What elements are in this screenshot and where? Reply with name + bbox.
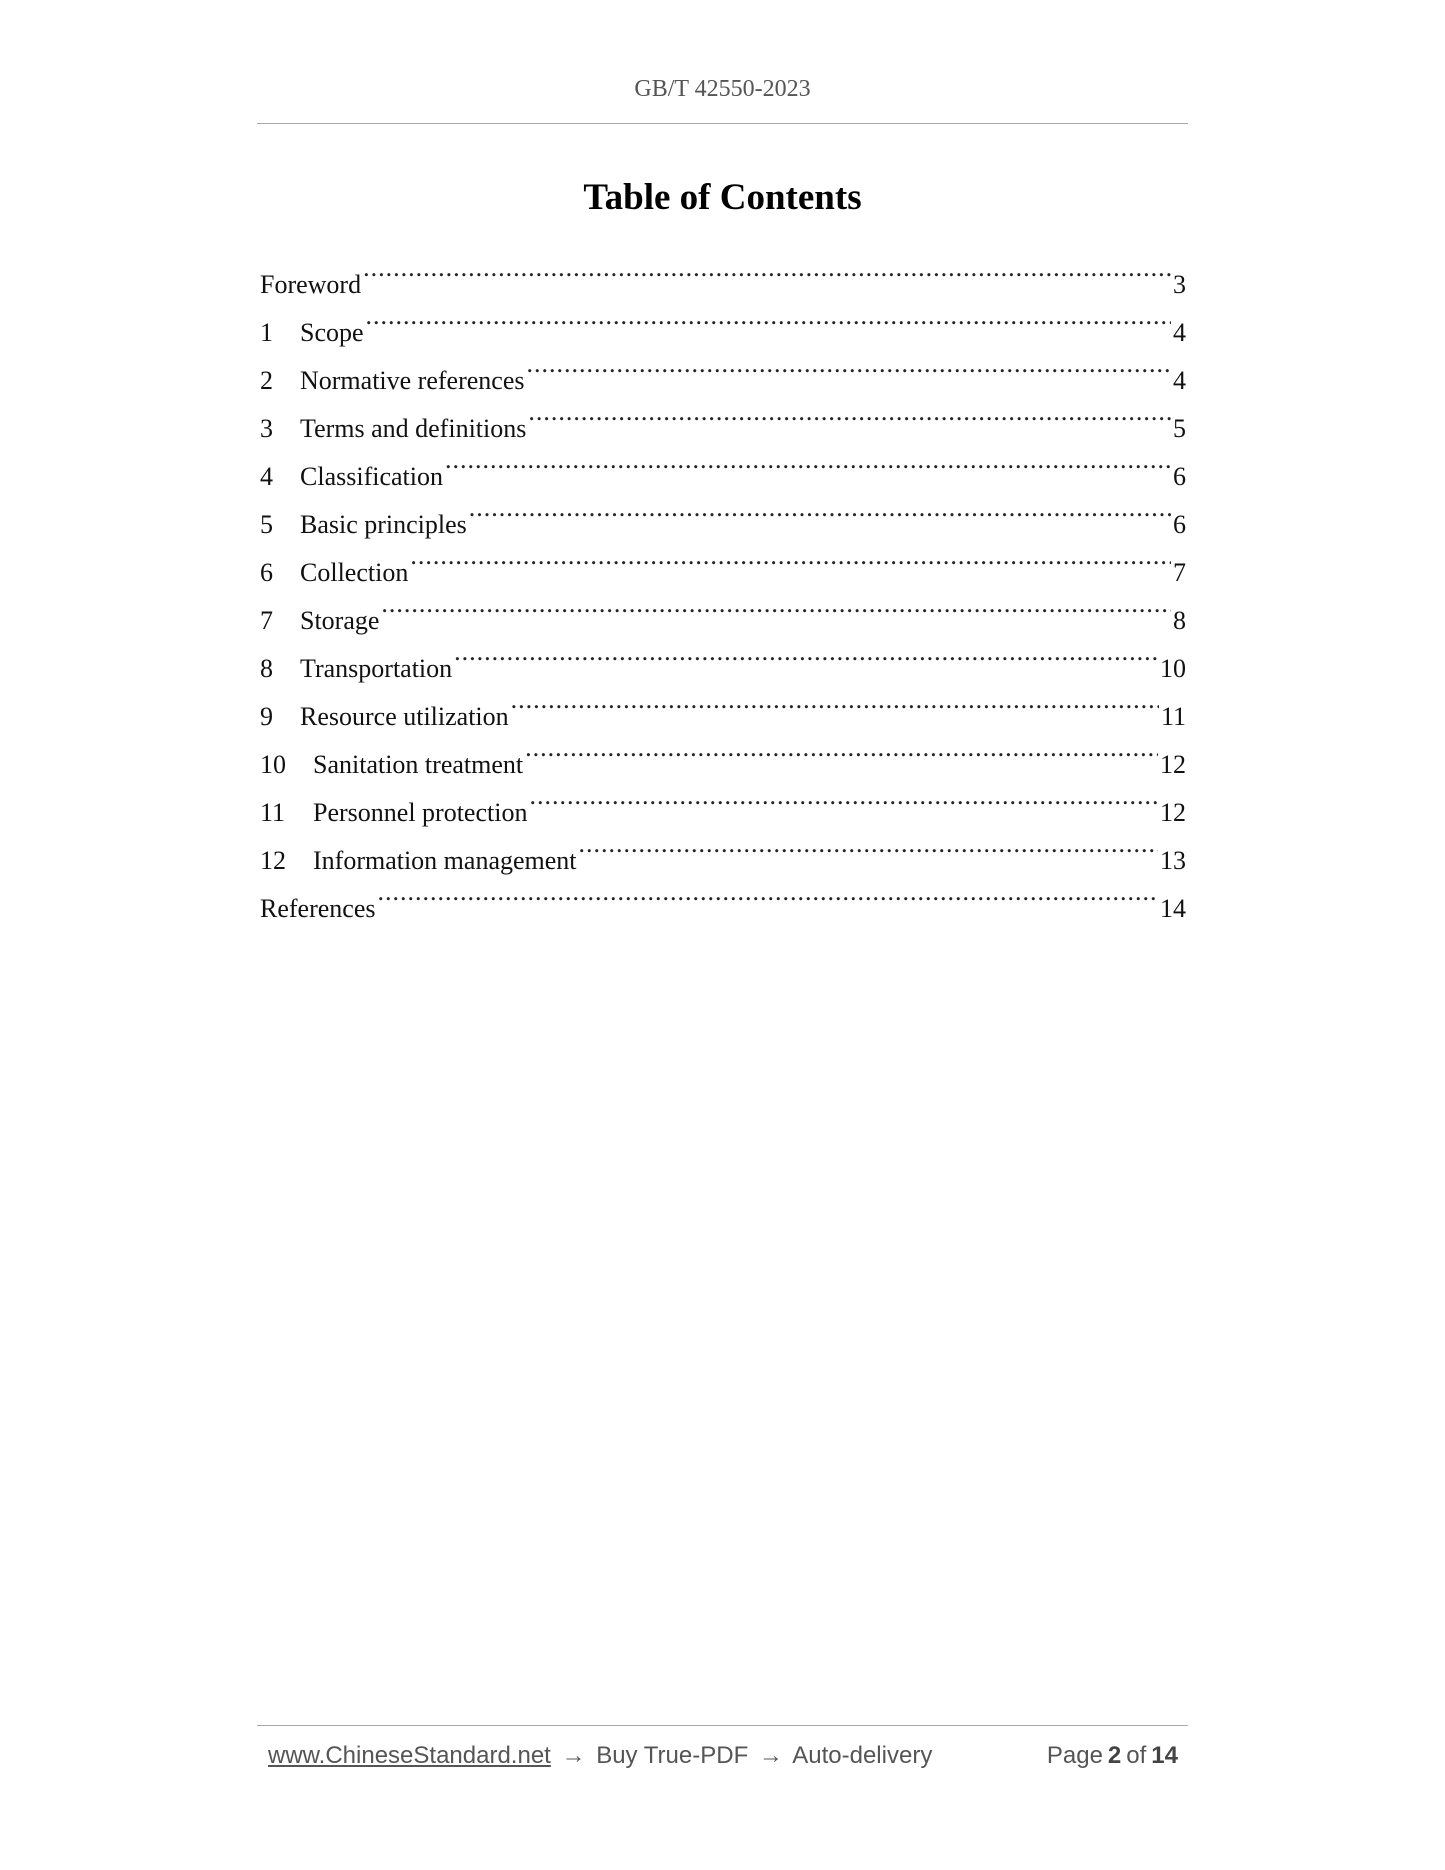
toc-list bbox=[260, 245, 1186, 923]
toc-entry-text: Storage bbox=[300, 606, 380, 635]
footer bbox=[268, 1742, 1178, 1770]
toc-entry-foreword[interactable] bbox=[260, 245, 1186, 299]
toc-dot-leader bbox=[526, 341, 1171, 389]
header-divider bbox=[257, 123, 1188, 124]
toc-dot-leader bbox=[529, 773, 1158, 821]
toc-entry-number: 4 bbox=[260, 462, 273, 491]
toc-entry-text: Sanitation treatment bbox=[313, 750, 524, 779]
toc-entry-page: 13 bbox=[1160, 846, 1186, 875]
page-title: Table of Contents bbox=[583, 177, 862, 218]
page-total: 14 bbox=[1151, 1742, 1178, 1769]
toc-entry-page: 7 bbox=[1173, 558, 1186, 587]
toc-entry-text: Scope bbox=[300, 318, 364, 347]
buy-true-pdf-text: Buy True-PDF bbox=[596, 1742, 749, 1769]
toc-entry-text: Terms and definitions bbox=[300, 414, 527, 443]
toc-dot-leader bbox=[377, 869, 1158, 917]
toc-entry-text: Collection bbox=[300, 558, 409, 587]
page-indicator bbox=[1042, 1742, 1178, 1770]
toc-dot-leader bbox=[381, 581, 1171, 629]
toc-entry-transportation[interactable] bbox=[260, 629, 1186, 683]
toc-entry-number: 1 bbox=[260, 318, 273, 347]
toc-entry-page: 12 bbox=[1160, 798, 1186, 827]
toc-entry-page: 8 bbox=[1173, 606, 1186, 635]
page-current: 2 bbox=[1107, 1742, 1122, 1769]
toc-entry-text: Normative references bbox=[300, 366, 525, 395]
toc-entry-number: 10 bbox=[260, 750, 286, 779]
page-label: Page bbox=[1046, 1742, 1103, 1769]
toc-entry-text: Basic principles bbox=[300, 510, 467, 539]
toc-entry-page: 4 bbox=[1173, 366, 1186, 395]
toc-dot-leader bbox=[525, 725, 1158, 773]
toc-entry-text: Transportation bbox=[300, 654, 453, 683]
toc-entry-number: 12 bbox=[260, 846, 286, 875]
arrow-right-icon: → bbox=[758, 1742, 783, 1769]
toc-entry-text: Personnel protection bbox=[313, 798, 528, 827]
toc-entry-number: 3 bbox=[260, 414, 273, 443]
toc-entry-text: Classification bbox=[300, 462, 443, 491]
toc-entry-page: 14 bbox=[1160, 894, 1186, 923]
toc-entry-storage[interactable] bbox=[260, 581, 1186, 635]
toc-entry-number: 9 bbox=[260, 702, 273, 731]
toc-entry-text: Information management bbox=[313, 846, 577, 875]
footer-promo bbox=[268, 1742, 932, 1770]
toc-dot-leader bbox=[579, 821, 1158, 869]
toc-entry-page: 6 bbox=[1173, 510, 1186, 539]
auto-delivery-text: Auto-delivery bbox=[792, 1742, 933, 1769]
website-link[interactable]: www.ChineseStandard.net bbox=[268, 1742, 551, 1769]
toc-entry-number: 6 bbox=[260, 558, 273, 587]
toc-dot-leader bbox=[410, 533, 1171, 581]
toc-entry-page: 10 bbox=[1160, 654, 1186, 683]
header-standard-code: GB/T 42550-2023 bbox=[634, 76, 811, 102]
toc-entry-page: 6 bbox=[1173, 462, 1186, 491]
arrow-right-icon: → bbox=[561, 1742, 586, 1769]
toc-entry-number: 7 bbox=[260, 606, 273, 635]
toc-entry-text: References bbox=[260, 894, 376, 923]
toc-entry-normative-references[interactable] bbox=[260, 341, 1186, 395]
page-of-label: of bbox=[1126, 1742, 1147, 1769]
toc-entry-scope[interactable] bbox=[260, 293, 1186, 347]
toc-entry-page: 3 bbox=[1173, 270, 1186, 299]
toc-entry-number: 11 bbox=[260, 798, 286, 827]
toc-entry-page: 4 bbox=[1173, 318, 1186, 347]
toc-entry-text: Foreword bbox=[260, 270, 362, 299]
toc-entry-number: 8 bbox=[260, 654, 273, 683]
toc-entry-number: 5 bbox=[260, 510, 273, 539]
toc-dot-leader bbox=[454, 629, 1158, 677]
toc-entry-number: 2 bbox=[260, 366, 273, 395]
toc-dot-leader bbox=[445, 437, 1171, 485]
toc-dot-leader bbox=[511, 677, 1159, 725]
toc-entry-page: 5 bbox=[1173, 414, 1186, 443]
toc-entry-page: 12 bbox=[1160, 750, 1186, 779]
toc-entry-text: Resource utilization bbox=[300, 702, 509, 731]
toc-dot-leader bbox=[366, 293, 1171, 341]
toc-entry-references[interactable] bbox=[260, 869, 1186, 923]
toc-dot-leader bbox=[469, 485, 1171, 533]
toc-dot-leader bbox=[528, 389, 1171, 437]
toc-entry-page: 11 bbox=[1160, 702, 1186, 731]
footer-divider bbox=[257, 1725, 1188, 1726]
toc-dot-leader bbox=[363, 245, 1171, 293]
